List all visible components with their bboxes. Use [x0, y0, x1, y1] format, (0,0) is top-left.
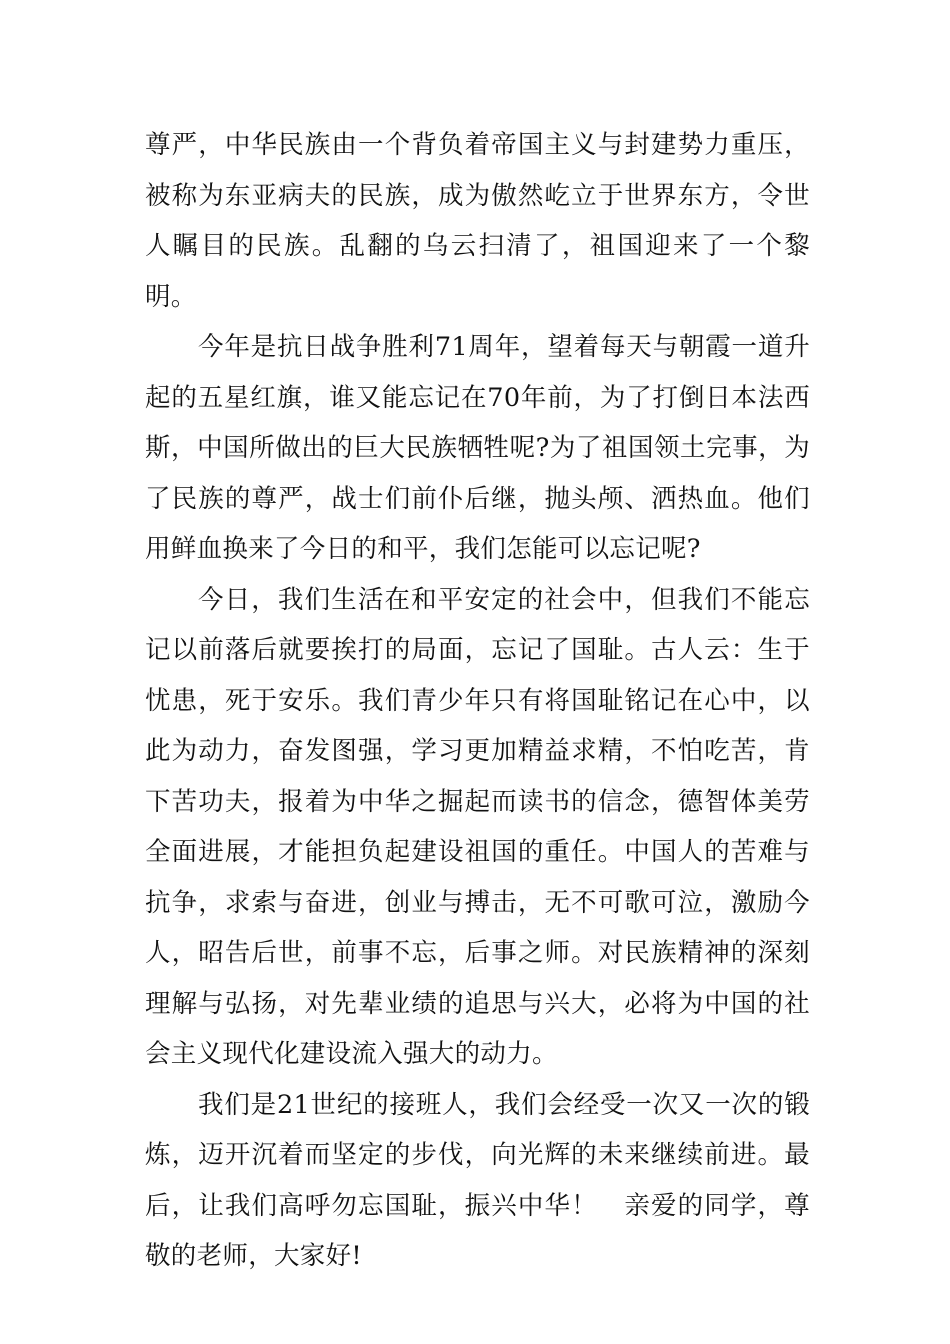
paragraph-4: 我们是21世纪的接班人，我们会经受一次又一次的锻炼，迈开沉着而坚定的步伐，向光辉的未来继续前进。最后，让我们高呼勿忘国耻，振兴中华！ 亲爱的同学，尊敬的老师，大家好! [145, 1089, 810, 1271]
paragraph-2: 今年是抗日战争胜利71周年，望着每天与朝霞一道升起的五星红旗，谁又能忘记在70年前，为了打倒日本法西斯，中国所做出的巨大民族牺牲呢?为了祖国领土完事，为了民族的尊严，战士们前仆后继，抛头颅、洒热血。他们用鲜血换来了今日的和平，我们怎能可以忘记呢? [145, 332, 810, 564]
paragraph-1: 尊严，中华民族由一个背负着帝国主义与封建势力重压，被称为东亚病夫的民族，成为傲然屹立于世界东方，令世人瞩目的民族。乱翻的乌云扫清了，祖国迎来了一个黎明。 [145, 130, 810, 312]
document-page [145, 120, 810, 1282]
paragraph-3: 今日，我们生活在和平安定的社会中，但我们不能忘记以前落后就要挨打的局面，忘记了国耻。古人云：生于忧患，死于安乐。我们青少年只有将国耻铭记在心中，以此为动力，奋发图强，学习更加精益求精，不怕吃苦，肯下苦功夫，报着为中华之掘起而读书的信念，德智体美劳全面进展，才能担负起建设祖国的重任。中国人的苦难与抗争，求索与奋进，创业与搏击，无不可歌可泣，激励今人，昭告后世，前事不忘，后事之师。对民族精神的深刻理解与弘扬，对先辈业绩的追思与兴大，必将为中国的社会主义现代化建设流入强大的动力。 [145, 584, 810, 1069]
